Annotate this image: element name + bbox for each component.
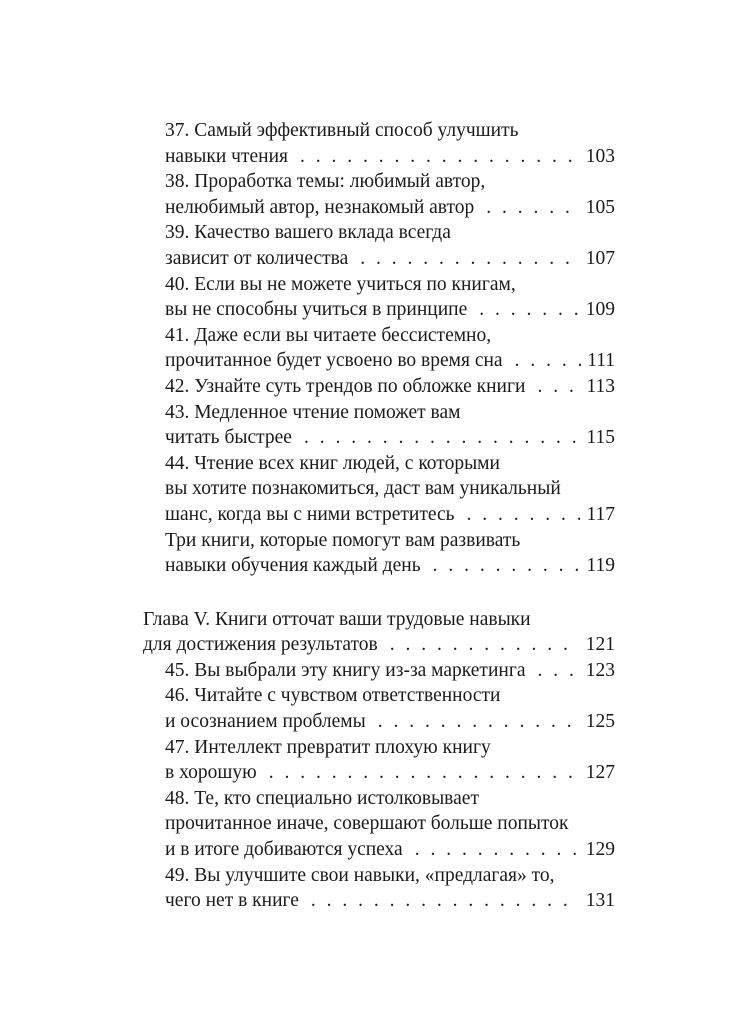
toc-entry-title: чего нет в книге	[165, 890, 299, 912]
toc-entry[interactable]	[143, 169, 615, 220]
toc-entry-title: Три книги, которые помогут вам развивать	[165, 529, 521, 551]
toc-entry-title: и осознанием проблемы	[165, 711, 366, 733]
toc-entry-title: 45. Вы выбрали эту книгу из-за маркетинга	[165, 659, 526, 681]
toc-entry-title: 38. Проработка темы: любимый автор,	[165, 171, 486, 193]
toc-entry-title: читать быстрее	[165, 427, 292, 449]
dot-leader	[304, 425, 581, 451]
toc-entry[interactable]	[143, 683, 615, 734]
dot-leader	[415, 837, 580, 863]
toc-entry-title: 46. Читайте с чувством ответственности	[165, 685, 501, 707]
toc-page-number: 127	[585, 762, 615, 784]
dot-leader	[467, 502, 581, 528]
toc-page-number: 119	[586, 555, 615, 577]
toc-entry-title: 37. Самый эффективный способ улучшить	[165, 120, 519, 141]
toc-entry[interactable]	[143, 118, 615, 169]
toc-entry[interactable]	[143, 374, 615, 400]
toc-entry-title: и в итоге добиваются успеха	[165, 839, 403, 861]
toc-entry-title: 41. Даже если вы читаете бессистемно,	[165, 324, 492, 346]
toc-entry[interactable]	[143, 528, 615, 579]
dot-leader	[390, 632, 580, 658]
toc-page-number: 123	[585, 659, 615, 681]
toc-entry-title: навыки обучения каждый день	[165, 555, 421, 577]
dot-leader	[537, 374, 580, 400]
toc-page-number: 115	[586, 427, 615, 449]
toc-page-number: 109	[585, 299, 615, 321]
toc-entry[interactable]	[143, 272, 615, 323]
dot-leader	[269, 760, 580, 786]
dot-leader	[515, 348, 581, 374]
toc-entry-title: 49. Вы улучшите свои навыки, «предлагая» то,	[165, 864, 555, 886]
dot-leader	[486, 195, 579, 221]
toc-page-number: 131	[585, 890, 615, 912]
toc-entry[interactable]	[143, 220, 615, 271]
toc-entry-title: прочитанное иначе, совершают больше попыток	[165, 813, 569, 835]
dot-leader	[378, 709, 580, 735]
toc-page-number: 113	[586, 375, 615, 397]
dot-leader	[433, 553, 581, 579]
toc-entry-title: 48. Те, кто специально истолковывает	[165, 787, 479, 809]
dot-leader	[537, 658, 579, 684]
toc-entry-title: 47. Интеллект превратит плохую книгу	[165, 736, 491, 758]
toc-entry-title: в хорошую	[165, 762, 257, 784]
toc-page-number: 105	[585, 196, 615, 218]
chapter-title: для достижения результатов	[143, 634, 378, 656]
dot-leader	[311, 888, 580, 914]
toc-entry[interactable]	[143, 400, 615, 451]
toc-entry-title: зависит от количества	[165, 247, 349, 269]
dot-leader	[479, 297, 580, 323]
dot-leader	[360, 246, 579, 272]
toc-page-number: 107	[585, 247, 615, 269]
toc-page-number: 125	[585, 711, 615, 733]
toc-entry-title: 40. Если вы не можете учиться по книгам,	[165, 273, 516, 295]
toc-entry[interactable]	[143, 323, 615, 374]
toc-entry-title: навыки чтения	[165, 145, 289, 167]
toc-entry[interactable]	[143, 735, 615, 786]
toc-entry[interactable]	[143, 658, 615, 684]
toc-entry-title: 44. Чтение всех книг людей, с которыми	[165, 452, 500, 474]
toc-entry-title: 43. Медленное чтение поможет вам	[165, 401, 461, 423]
toc-page-number: 117	[586, 503, 615, 525]
chapter-title: Глава V. Книги отточат ваши трудовые навыки	[143, 608, 531, 630]
table-of-contents	[143, 118, 615, 914]
toc-entry-title: вы не способны учиться в принципе	[165, 299, 468, 321]
toc-entry-title: вы хотите познакомиться, даст вам уникальный	[165, 478, 561, 500]
toc-entry[interactable]	[143, 451, 615, 528]
toc-page-number: 103	[585, 145, 615, 167]
dot-leader	[300, 144, 580, 170]
toc-entry-title: шанс, когда вы с ними встретитесь	[165, 503, 455, 525]
toc-entry-title: прочитанное будет усвоено во время сна	[165, 350, 503, 372]
toc-chapter-entry[interactable]	[143, 607, 615, 658]
toc-page-number: 129	[585, 839, 615, 861]
toc-entry[interactable]	[143, 786, 615, 863]
toc-page-number: 111	[587, 350, 615, 372]
toc-entry[interactable]	[143, 863, 615, 914]
toc-entry-title: нелюбимый автор, незнакомый автор	[165, 196, 475, 218]
toc-entry-title: 39. Качество вашего вклада всегда	[165, 222, 451, 244]
toc-page-number: 121	[585, 634, 615, 656]
toc-entry-title: 42. Узнайте суть трендов по обложке книги	[165, 375, 526, 397]
